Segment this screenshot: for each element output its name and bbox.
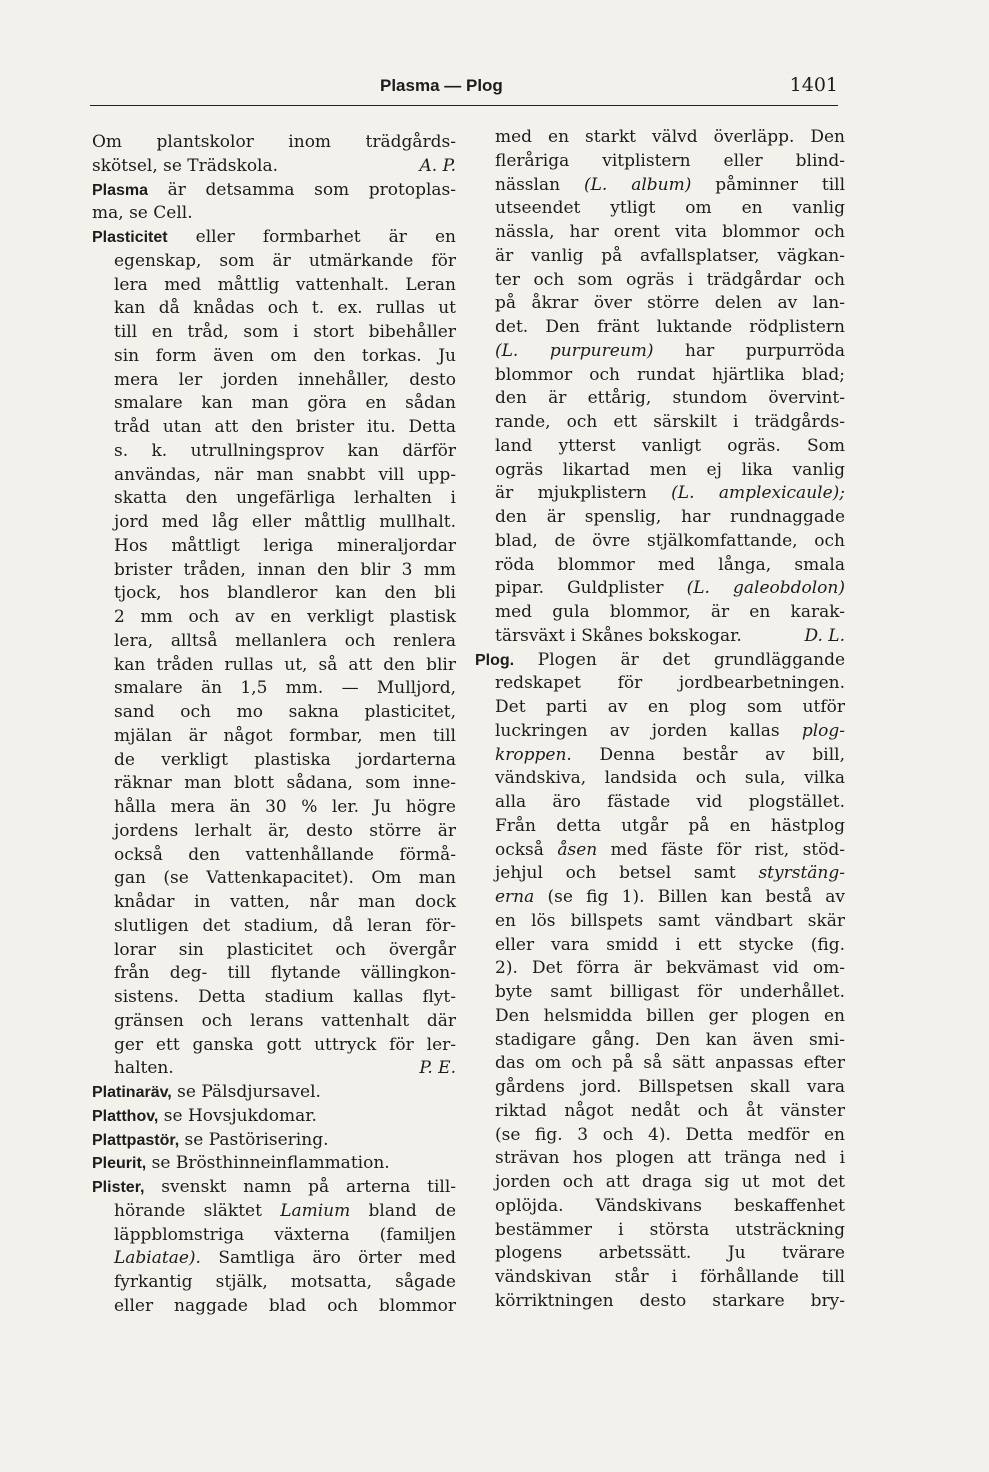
line-text: fyrkantig stjälk, motsatta, sågade: [114, 1272, 456, 1292]
text-line: [92, 345, 456, 369]
line-text: Om plantskolor inom trädgårds-: [92, 132, 456, 152]
italic-text: kroppen.: [495, 744, 572, 765]
text-line: [495, 1242, 845, 1266]
author-signature: D. L.: [804, 625, 845, 646]
text-line: [92, 606, 456, 630]
text-line: [92, 321, 456, 345]
entry-headword: Plister,: [92, 1179, 145, 1196]
line-text: Denna består av bill,: [599, 744, 846, 765]
line-text: eller vara smidd i ett stycke (fig.: [495, 934, 845, 955]
line-text: till en tråd, som i stort bibehåller: [114, 322, 456, 342]
line-text: nässla, har orent vita blommor och: [495, 222, 845, 242]
text-line: [92, 535, 456, 559]
text-line: [92, 867, 456, 891]
text-line: [92, 1057, 456, 1081]
entry-headword: Plasticitet: [92, 229, 168, 246]
line-text: redskapet för jordbearbetningen.: [495, 673, 845, 694]
line-text: se Hovsjukdomar.: [163, 1105, 317, 1126]
line-text: luckringen av jorden kallas: [495, 720, 780, 741]
text-line: [495, 269, 845, 293]
line-text: jehjul och betsel samt: [495, 863, 736, 884]
line-text: en lös billspets samt vändbart skär: [495, 910, 845, 931]
text-line: [92, 772, 456, 796]
italic-text: Labiatae).: [114, 1248, 201, 1269]
line-text: s. k. utrullningsprov kan därför: [114, 440, 456, 461]
text-line: [92, 915, 456, 939]
line-text: skatta den ungefärliga lerhalten i: [114, 488, 456, 509]
line-text: läppblomstriga växterna (familjen: [114, 1224, 456, 1245]
text-line: [92, 986, 456, 1010]
text-line: [92, 1271, 456, 1295]
page-number: 1401: [789, 74, 838, 96]
text-line: [495, 672, 845, 696]
text-line: [92, 297, 456, 321]
line-text: Samtliga äro örter med: [218, 1248, 456, 1269]
text-line: [495, 720, 845, 744]
right-column: [475, 126, 846, 1314]
line-text: är mjukplistern: [495, 483, 647, 504]
entry-headword: Platthov,: [92, 1107, 159, 1125]
text-line: [92, 654, 456, 678]
line-text: de verkligt plastiska jordarterna: [114, 749, 456, 770]
text-line: [92, 416, 456, 440]
text-line: [495, 886, 845, 910]
text-line: [92, 464, 456, 488]
line-text: bland de: [368, 1200, 457, 1221]
text-line: [92, 820, 456, 844]
line-text: jorden och att draga sig ut mot det: [495, 1172, 845, 1192]
line-text: rande, och ett särskilt i trädgårds-: [495, 412, 845, 432]
text-line: [92, 1105, 456, 1129]
line-text: ter och som ogräs i trädgårdar och: [495, 269, 845, 290]
line-text: den är ettårig, stundom övervint-: [495, 388, 845, 409]
text-line: [495, 150, 845, 174]
entry-headword: Plog.: [475, 651, 515, 669]
line-text: med en starkt välvd överläpp. Den: [495, 127, 845, 147]
text-line: [92, 179, 456, 203]
text-line: [92, 1129, 456, 1153]
entry-headword: Plasma: [92, 181, 149, 199]
text-line: [495, 126, 845, 150]
line-text: också den vattenhållande förmå-: [114, 844, 456, 865]
text-line: [495, 221, 845, 245]
line-text: Från detta utgår på en hästplog: [495, 815, 845, 836]
line-text: det. Den fränt luktande rödplistern: [495, 317, 845, 337]
text-line: [92, 677, 456, 701]
line-text: är detsamma som protoplas-: [167, 179, 456, 200]
line-text: se Brösthinneinflammation.: [151, 1153, 390, 1174]
text-line: [495, 1076, 845, 1100]
line-text: 2 mm och av en verkligt plastisk: [114, 607, 456, 627]
line-text: kan tråden rullas ut, så att den blir: [114, 654, 456, 675]
text-line: [92, 1152, 456, 1176]
text-line: [495, 364, 845, 388]
line-text: nässlan: [495, 174, 561, 195]
text-line: [495, 791, 845, 815]
line-text: tråd utan att den brister itu. Detta: [114, 417, 456, 437]
text-line: [92, 1176, 456, 1200]
header-rule: [90, 105, 838, 106]
line-text: är vanlig på avfallsplatser, vägkan-: [495, 245, 845, 266]
text-line: [495, 934, 845, 958]
text-line: [495, 1195, 845, 1219]
text-line: [495, 1219, 845, 1243]
text-line: [495, 1124, 845, 1148]
line-text: (se fig 1). Billen kan bestå av: [547, 887, 846, 907]
line-text: hålla mera än 30 % ler. Ju högre: [114, 797, 456, 817]
line-text: eller naggade blad och blommor: [114, 1295, 456, 1316]
text-line: [495, 910, 845, 934]
text-line: [495, 1290, 845, 1314]
line-text: kan då knådas och t. ex. rullas ut: [114, 298, 456, 319]
line-text: ger ett ganska gott uttryck för ler-: [114, 1034, 456, 1055]
line-text: land ytterst vanligt ogräs. Som: [495, 435, 845, 456]
line-text: sin form även om den torkas. Ju: [114, 345, 456, 366]
text-line: [92, 511, 456, 535]
text-line: [495, 815, 845, 839]
text-line: [495, 839, 845, 863]
line-text: har purpurröda: [685, 340, 845, 361]
text-line: [92, 749, 456, 773]
text-line: [92, 891, 456, 915]
text-line: [495, 1266, 845, 1290]
italic-text: (L. amplexicaule);: [671, 483, 845, 504]
line-text: knådar in vatten, når man dock: [114, 892, 456, 912]
text-line: [495, 174, 845, 198]
text-line: [495, 957, 845, 981]
line-text: brister tråden, innan den blir 3 mm: [114, 559, 456, 580]
line-text: jordens lerhalt är, desto större är: [114, 820, 456, 841]
line-text: lorar sin plasticitet och övergår: [114, 939, 456, 960]
line-text: riktad något nedåt och åt vänster: [495, 1100, 845, 1121]
text-line: [92, 701, 456, 725]
line-text: mjälan är något formbar, men till: [114, 725, 456, 746]
header-title: Plasma — Plog: [380, 76, 503, 95]
line-text: användas, när man snabbt vill upp-: [114, 464, 456, 485]
line-text: från deg- till flytande vällingkon-: [114, 963, 456, 984]
text-line: [92, 202, 456, 226]
text-line: [495, 1005, 845, 1029]
text-line: [495, 1100, 845, 1124]
text-line: [495, 625, 845, 649]
line-text: se Pälsdjursavel.: [177, 1082, 321, 1102]
line-text: också: [495, 839, 544, 860]
line-text: gränsen och lerans vattenhalt där: [114, 1010, 456, 1031]
text-line: [92, 1081, 456, 1105]
italic-text: erna: [495, 887, 535, 907]
left-column: [92, 131, 456, 1319]
line-text: oplöjda. Vändskivans beskaffenhet: [495, 1195, 845, 1216]
line-text: gan (se Vattenkapacitet). Om man: [114, 868, 456, 889]
line-text: strävan hos plogen att tränga ned i: [495, 1148, 845, 1169]
line-text: påminner till: [715, 174, 846, 195]
text-line: [495, 292, 845, 316]
running-header: [90, 72, 838, 102]
italic-text: Lamium: [280, 1200, 351, 1221]
text-line: [495, 601, 845, 625]
entry-headword: Plattpastör,: [92, 1131, 180, 1149]
line-text: fleråriga vitplistern eller blind-: [495, 150, 845, 171]
line-text: alla äro fästade vid plogstället.: [495, 792, 845, 812]
text-line: [495, 340, 845, 364]
italic-text: styrstäng-: [758, 863, 845, 884]
line-text: den är spenslig, har rundnaggade: [495, 507, 845, 527]
line-text: tärsväxt i Skånes bokskogar.: [495, 625, 742, 646]
line-text: sand och mo sakna plasticitet,: [114, 702, 456, 722]
italic-text: plog-: [801, 720, 846, 741]
line-text: blad, de övre stjälkomfattande, och: [495, 530, 845, 551]
line-text: ma, se Cell.: [92, 203, 193, 224]
line-text: Hos måttligt leriga mineraljordar: [114, 535, 456, 556]
text-line: [92, 131, 456, 155]
line-text: ogräs likartad men ej lika vanlig: [495, 459, 845, 480]
text-line: [495, 530, 845, 554]
line-text: slutligen det stadium, då leran för-: [114, 915, 456, 936]
text-line: [495, 482, 845, 506]
text-line: [92, 392, 456, 416]
line-text: bestämmer i största utsträckning: [495, 1219, 845, 1240]
text-line: [495, 1147, 845, 1171]
text-line: [92, 226, 456, 250]
text-line: [495, 459, 845, 483]
text-line: [92, 582, 456, 606]
text-line: [495, 411, 845, 435]
line-text: se Pastörisering.: [184, 1129, 329, 1150]
line-body: [495, 625, 742, 649]
line-text: smalare än 1,5 mm. — Mulljord,: [114, 678, 456, 699]
text-line: [495, 696, 845, 720]
italic-text: (L. purpureum): [495, 340, 654, 361]
text-line: [495, 245, 845, 269]
text-line: [92, 1247, 456, 1271]
line-text: tjock, hos blandleror kan den bli: [114, 583, 456, 604]
line-text: räknar man blott sådana, som inne-: [114, 773, 456, 794]
line-text: stadigare gång. Den kan även smi-: [495, 1029, 845, 1050]
line-text: körriktningen desto starkare bry-: [495, 1290, 845, 1311]
text-line: [495, 744, 845, 768]
line-text: Den helsmidda billen ger plogen en: [495, 1005, 845, 1026]
text-line: [92, 559, 456, 583]
line-text: (se fig. 3 och 4). Detta medför en: [495, 1124, 845, 1145]
text-line: [495, 862, 845, 886]
text-line: [495, 435, 845, 459]
line-text: lera med måttlig vattenhalt. Leran: [114, 274, 456, 295]
text-line: [92, 962, 456, 986]
text-line: [495, 767, 845, 791]
text-line: [92, 274, 456, 298]
line-text: med gula blommor, är en karak-: [495, 602, 845, 622]
text-line: [495, 197, 845, 221]
line-text: mera ler jorden innehåller, desto: [114, 369, 456, 390]
line-text: pipar. Guldplister: [495, 578, 664, 599]
line-text: utseendet ytligt om en vanlig: [495, 198, 845, 219]
text-line: [495, 1171, 845, 1195]
text-line: [495, 316, 845, 340]
italic-text: åsen: [557, 839, 598, 860]
text-line: [92, 796, 456, 820]
text-line: [92, 1224, 456, 1248]
text-line: [92, 369, 456, 393]
line-text: gårdens jord. Billspetsen skall vara: [495, 1077, 845, 1097]
text-line: [92, 630, 456, 654]
line-body: [114, 1057, 174, 1081]
line-body: [92, 155, 278, 179]
text-line: [92, 1295, 456, 1319]
line-text: med fäste för rist, stöd-: [610, 839, 845, 860]
author-signature: P. E.: [419, 1058, 456, 1079]
text-line: [495, 1052, 845, 1076]
text-line: [92, 844, 456, 868]
text-line: [495, 577, 845, 601]
text-line: [92, 155, 456, 179]
line-text: 2). Det förra är bekvämast vid om-: [495, 958, 845, 979]
text-line: [92, 250, 456, 274]
text-line: [92, 1010, 456, 1034]
line-text: jord med låg eller måttlig mullhalt.: [114, 512, 456, 532]
line-text: röda blommor med långa, smala: [495, 554, 845, 575]
line-text: vändskiva, landsida och sula, vilka: [495, 768, 845, 789]
line-text: smalare kan man göra en sådan: [114, 393, 456, 414]
line-text: lera, alltså mellanlera och renlera: [114, 630, 456, 651]
line-text: skötsel, se Trädskola.: [92, 155, 279, 176]
line-text: halten.: [114, 1058, 174, 1079]
italic-text: (L. album): [583, 174, 692, 195]
text-line: [495, 554, 845, 578]
line-text: vändskivan står i förhållande till: [495, 1267, 845, 1287]
text-line: [495, 506, 845, 530]
line-text: Plogen är det grundläggande: [537, 649, 846, 670]
line-text: sistens. Detta stadium kallas flyt-: [114, 987, 456, 1007]
line-text: blommor och rundat hjärtlika blad;: [495, 364, 845, 385]
text-line: [92, 1034, 456, 1058]
line-text: eller formbarhet är en: [195, 227, 456, 247]
text-line: [92, 487, 456, 511]
line-text: på åkrar över större delen av lan-: [495, 293, 845, 314]
text-line: [495, 1029, 845, 1053]
line-text: svenskt namn på arterna till-: [161, 1177, 456, 1197]
line-text: das om och på så sätt anpassas efter: [495, 1053, 845, 1074]
text-line: [495, 387, 845, 411]
text-line: [92, 939, 456, 963]
author-signature: A. P.: [419, 155, 456, 176]
line-text: hörande släktet: [114, 1200, 262, 1221]
line-text: plogens arbetssätt. Ju tvärare: [495, 1243, 845, 1264]
text-line: [495, 981, 845, 1005]
text-line: [92, 725, 456, 749]
line-text: egenskap, som är utmärkande för: [114, 250, 456, 271]
entry-headword: Platinaräv,: [92, 1084, 172, 1101]
line-text: byte samt billigast för underhållet.: [495, 982, 845, 1002]
text-line: [475, 649, 845, 673]
entry-headword: Pleurit,: [92, 1155, 147, 1173]
line-text: Det parti av en plog som utför: [495, 697, 845, 717]
italic-text: (L. galeobdolon): [686, 578, 845, 599]
text-line: [92, 1200, 456, 1224]
text-line: [92, 440, 456, 464]
